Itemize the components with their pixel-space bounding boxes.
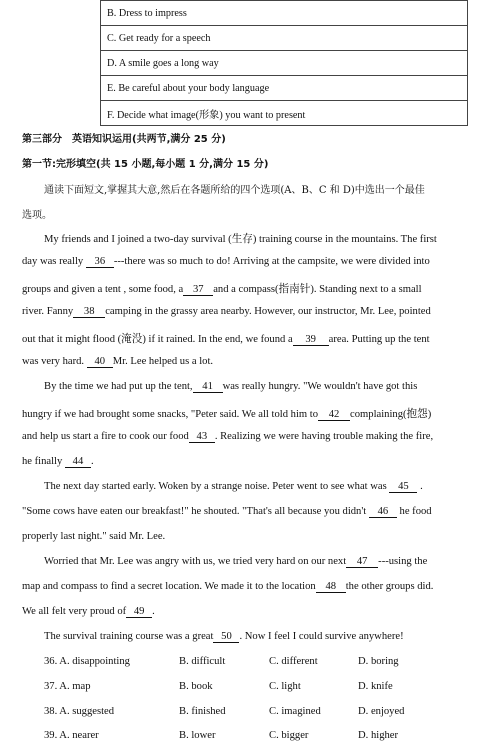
option-c: C. Get ready for a speech bbox=[101, 26, 468, 51]
blank-45[interactable]: 45 bbox=[389, 481, 417, 493]
choice-36-d[interactable]: D. boring bbox=[358, 656, 399, 667]
choice-39-b[interactable]: B. lower bbox=[179, 730, 216, 741]
choice-36-c[interactable]: C. different bbox=[269, 656, 318, 667]
choice-36-b[interactable]: B. difficult bbox=[179, 656, 226, 667]
passage-line: and help us start a fire to cook our food 43 . Realizing we were having trouble making the fire, bbox=[22, 431, 434, 442]
passage-line: river. Fanny 38 camping in the grassy area nearby. However, our instructor, Mr. Lee, pointed bbox=[22, 306, 431, 317]
passage-line: The next day started early. Woken by a strange noise. Peter went to see what was 45 . bbox=[44, 481, 423, 492]
option-f: F. Decide what image(形象) you want to present bbox=[101, 101, 468, 126]
blank-36[interactable]: 36 bbox=[86, 256, 114, 268]
instruction-line-1: 通读下面短文,掌握其大意,然后在各题所给的四个选项(A、B、C 和 D)中选出一个最佳 bbox=[44, 185, 425, 196]
option-b: B. Dress to impress bbox=[101, 1, 468, 26]
choice-38-a[interactable]: 38. A. suggested bbox=[44, 706, 115, 717]
choice-38-c[interactable]: C. imagined bbox=[269, 706, 321, 717]
blank-43[interactable]: 43 bbox=[189, 431, 215, 443]
choice-38-d[interactable]: D. enjoyed bbox=[358, 706, 405, 717]
passage-line: day was really 36 ---there was so much to do! Arriving at the campsite, we were divided into bbox=[22, 256, 430, 267]
blank-38[interactable]: 38 bbox=[73, 306, 105, 318]
blank-37[interactable]: 37 bbox=[183, 284, 213, 296]
choice-37-a[interactable]: 37. A. map bbox=[44, 681, 91, 692]
blank-47[interactable]: 47 bbox=[346, 556, 378, 568]
blank-39[interactable]: 39 bbox=[293, 334, 329, 346]
option-d: D. A smile goes a long way bbox=[101, 51, 468, 76]
passage-line: Worried that Mr. Lee was angry with us, we tried very hard on our next 47 ---using the bbox=[44, 556, 428, 567]
blank-40[interactable]: 40 bbox=[87, 356, 113, 368]
section1-heading: 第一节:完形填空(共 15 小题,每小题 1 分,满分 15 分) bbox=[22, 159, 269, 170]
choice-37-d[interactable]: D. knife bbox=[358, 681, 393, 692]
blank-42[interactable]: 42 bbox=[318, 409, 350, 421]
instruction-line-2: 选项。 bbox=[22, 210, 52, 221]
blank-49[interactable]: 49 bbox=[126, 606, 152, 618]
passage-line: The survival training course was a great 50 . Now I feel I could survive anywhere! bbox=[44, 631, 404, 642]
blank-50[interactable]: 50 bbox=[213, 631, 239, 643]
passage-line: My friends and I joined a two-day survival (生存) training course in the mountains. The first bbox=[44, 234, 437, 245]
choice-39-c[interactable]: C. bigger bbox=[269, 730, 309, 741]
choice-39-a[interactable]: 39. A. nearer bbox=[44, 730, 99, 741]
choice-37-b[interactable]: B. book bbox=[179, 681, 213, 692]
passage-line: groups and given a tent , some food, a 37 and a compass(指南针). Standing next to a small bbox=[22, 284, 422, 295]
passage-line: map and compass to find a secret location. We made it to the location 48 the other groups did. bbox=[22, 581, 434, 592]
blank-44[interactable]: 44 bbox=[65, 456, 91, 468]
part3-heading: 第三部分 英语知识运用(共两节,满分 25 分) bbox=[22, 134, 226, 145]
passage-line: was very hard. 40 Mr. Lee helped us a lot. bbox=[22, 356, 214, 367]
choice-38-b[interactable]: B. finished bbox=[179, 706, 226, 717]
passage-line: out that it might flood (淹没) if it rained. In the end, we found a 39 area. Putting up the tent bbox=[22, 334, 430, 345]
blank-41[interactable]: 41 bbox=[193, 381, 223, 393]
passage-line: "Some cows have eaten our breakfast!" he shouted. "That's all because you didn't 46 he food bbox=[22, 506, 432, 517]
passage-line: We all felt very proud of 49 . bbox=[22, 606, 155, 617]
options-table bbox=[100, 0, 468, 126]
choice-36-a[interactable]: 36. A. disappointing bbox=[44, 656, 130, 667]
passage-line: he finally 44 . bbox=[22, 456, 94, 467]
passage-line: By the time we had put up the tent, 41 was really hungry. "We wouldn't have got this bbox=[44, 381, 418, 392]
passage-line: properly last night." said Mr. Lee. bbox=[22, 531, 166, 542]
blank-48[interactable]: 48 bbox=[316, 581, 346, 593]
passage-line: hungry if we had brought some snacks, "Peter said. We all told him to 42 complaining(抱怨) bbox=[22, 409, 432, 420]
option-e: E. Be careful about your body language bbox=[101, 76, 468, 101]
choice-39-d[interactable]: D. higher bbox=[358, 730, 399, 741]
blank-46[interactable]: 46 bbox=[369, 506, 397, 518]
choice-37-c[interactable]: C. light bbox=[269, 681, 301, 692]
